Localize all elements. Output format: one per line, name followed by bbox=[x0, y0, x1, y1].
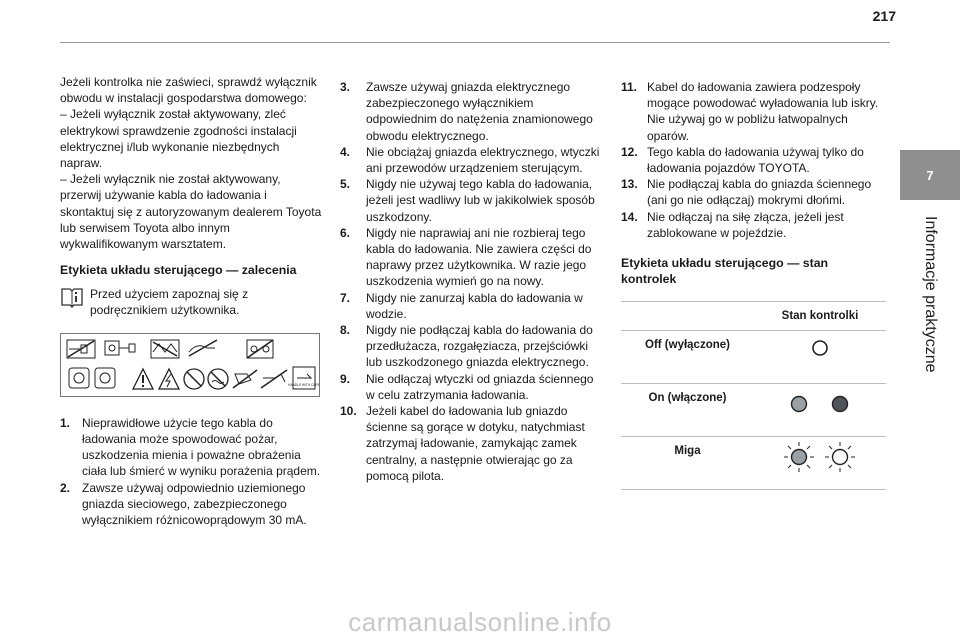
item-number: 8. bbox=[340, 323, 351, 338]
no-disassembly-icon bbox=[184, 369, 204, 389]
item-number: 13. bbox=[621, 177, 638, 192]
item-text: Kabel do ładowania zawiera podzespoły mogące powodować wyładowania lub iskry. Nie używaj go w pobliżu łatwopalnych oparów. bbox=[647, 80, 879, 143]
chapter-tab[interactable]: 7 bbox=[900, 150, 960, 200]
table-row bbox=[621, 331, 886, 384]
table-header-empty bbox=[621, 302, 754, 331]
item-text: Nie odłączaj wtyczki od gniazda ściennego w celu zatrzymania ładowania. bbox=[366, 371, 594, 402]
no-force-connector-icon bbox=[261, 370, 287, 388]
list-item bbox=[60, 415, 322, 480]
item-number: 6. bbox=[340, 225, 351, 240]
handle-with-care-label: HANDLE WITH CARE bbox=[288, 382, 320, 387]
item-text: Nigdy nie podłączaj kabla do ładowania do przedłużacza, rozgałęziacza, przejściówki lub uszkodzonego gniazda elektrycznego. bbox=[366, 323, 593, 370]
no-adapter-icon bbox=[105, 341, 135, 355]
recommendations-list-1 bbox=[60, 415, 322, 528]
led-off-icon bbox=[754, 331, 886, 375]
manual-note bbox=[60, 286, 322, 318]
no-overload-icon bbox=[247, 340, 273, 358]
no-pull-plug-icon bbox=[189, 340, 217, 356]
list-item bbox=[60, 480, 322, 529]
list-item bbox=[340, 176, 602, 225]
table-header-row bbox=[621, 302, 886, 331]
item-number: 5. bbox=[340, 177, 351, 192]
note-text: Przed użyciem zapoznaj się z podręcznikiem użytkownika. bbox=[90, 287, 249, 318]
recommendations-list-2 bbox=[340, 79, 602, 484]
item-text: Nigdy nie używaj tego kabla do ładowania, jeżeli jest wadliwy lub w jakikolwiek sposób uszkodzony. bbox=[366, 177, 595, 224]
handle-with-care-icon bbox=[288, 367, 320, 389]
item-number: 10. bbox=[340, 404, 357, 419]
column-2 bbox=[340, 79, 602, 484]
item-number: 3. bbox=[340, 80, 351, 94]
chapter-title bbox=[909, 209, 951, 379]
list-item bbox=[621, 79, 886, 144]
status-on-indicator bbox=[754, 384, 886, 437]
list-item bbox=[340, 371, 602, 403]
table-header-status: Stan kontrolki bbox=[754, 302, 886, 331]
led-blinking-icon bbox=[754, 437, 886, 481]
no-damaged-cable-icon bbox=[151, 340, 179, 358]
electric-shock-icon bbox=[159, 369, 179, 389]
led-on-icon bbox=[754, 384, 886, 428]
indicator-status-table bbox=[621, 301, 886, 490]
recommendations-list-3 bbox=[621, 79, 886, 241]
bullet-breaker-not-activated: – Jeżeli wyłącznik nie został aktywowany, przerwij używanie kabla do ładowania i skontaktuj się z autoryzowanym dealerem Toyota lub serwisem Toyota albo innym wykwalifikowanym warsztatem. bbox=[60, 172, 322, 252]
status-off-indicator bbox=[754, 331, 886, 384]
caution-icon bbox=[133, 369, 153, 389]
status-blink-label: Miga bbox=[621, 437, 754, 490]
item-text: Nie podłączaj kabla do gniazda ściennego (ani go nie odłączaj) mokrymi dłońmi. bbox=[647, 177, 872, 208]
warning-pictograms bbox=[60, 333, 320, 397]
list-item bbox=[340, 403, 602, 484]
no-extension-cord-icon bbox=[67, 340, 95, 358]
item-text: Zawsze używaj odpowiednio uziemionego gniazda sieciowego, zabezpieczonego wyłącznikiem różnicowoprądowym 30 mA. bbox=[82, 480, 307, 528]
item-number: 9. bbox=[340, 371, 351, 386]
list-item bbox=[340, 79, 602, 144]
item-number: 11. bbox=[621, 80, 638, 94]
intro-text: Jeżeli kontrolka nie zaświeci, sprawdź wyłącznik obwodu w instalacji gospodarstwa domowego: bbox=[60, 75, 317, 106]
item-text: Nieprawidłowe użycie tego kabla do ładowania może spowodować pożar, uszkodzenia mienia i poważne obrażenia ciała lub śmierć w wyniku porażenia prądem. bbox=[82, 415, 321, 479]
grounded-socket-icon bbox=[69, 368, 115, 388]
status-blink-indicator bbox=[754, 437, 886, 490]
chapter-title-text: Informacje praktyczne bbox=[922, 215, 939, 373]
item-text: Tego kabla do ładowania używaj tylko do ładowania pojazdów TOYOTA. bbox=[647, 144, 864, 176]
item-number: 2. bbox=[60, 480, 71, 495]
item-number: 4. bbox=[340, 144, 351, 159]
item-text: Nigdy nie zanurzaj kabla do ładowania w wodzie. bbox=[366, 290, 583, 321]
list-item bbox=[621, 176, 886, 208]
status-off-label: Off (wyłączone) bbox=[621, 331, 754, 384]
item-text: Nie obciążaj gniazda elektrycznego, wtyczki ani przewodów urządzeniem sterującym. bbox=[366, 144, 600, 176]
list-item bbox=[340, 290, 602, 322]
list-item bbox=[340, 144, 602, 176]
table-row bbox=[621, 437, 886, 490]
item-text: Nie odłączaj na siłę złącza, jeżeli jest zablokowane w pojeździe. bbox=[647, 209, 844, 240]
status-on-label: On (włączone) bbox=[621, 384, 754, 437]
item-text: Zawsze używaj gniazda elektrycznego zabezpieczonego wyłącznikiem odpowiednim do natężenia znamionowego obwodu elektrycznego. bbox=[366, 80, 593, 143]
read-manual-icon bbox=[60, 286, 84, 308]
bullet-breaker-activated: – Jeżeli wyłącznik został aktywowany, zleć elektrykowi sprawdzenie zgodności instalacji elektrycznej i/lub wykonanie niezbędnych napraw. bbox=[60, 107, 297, 171]
list-item bbox=[621, 209, 886, 241]
section-heading-recommendations: Etykieta układu sterującego — zalecenia bbox=[60, 263, 297, 278]
section-heading-indicator-status: Etykieta układu sterującego — stan kontrolek bbox=[621, 256, 829, 287]
item-number: 1. bbox=[60, 415, 71, 430]
list-item bbox=[340, 225, 602, 290]
item-number: 7. bbox=[340, 290, 351, 305]
item-text: Nigdy nie naprawiaj ani nie rozbieraj tego kabla do ładowania. Nie zawiera części do naprawy przez użytkownika. W razie jego uszkodzenia wymień go na nowy. bbox=[366, 225, 592, 289]
watermark: carmanualsonline.info bbox=[348, 607, 612, 637]
header-rule bbox=[60, 42, 890, 43]
item-number: 14. bbox=[621, 209, 638, 224]
no-wet-hands-icon bbox=[233, 370, 257, 388]
no-water-icon bbox=[208, 369, 228, 389]
column-1 bbox=[60, 74, 322, 528]
page-number: 217 bbox=[872, 8, 896, 24]
table-row bbox=[621, 384, 886, 437]
column-3 bbox=[621, 79, 886, 490]
item-text: Jeżeli kabel do ładowania lub gniazdo ścienne są gorące w dotyku, natychmiast zatrzymaj ładowanie, zamykając zamek centralny, a następnie otwierając go za pomocą pilota. bbox=[366, 404, 585, 483]
item-number: 12. bbox=[621, 144, 638, 159]
list-item bbox=[621, 144, 886, 176]
list-item bbox=[340, 322, 602, 371]
